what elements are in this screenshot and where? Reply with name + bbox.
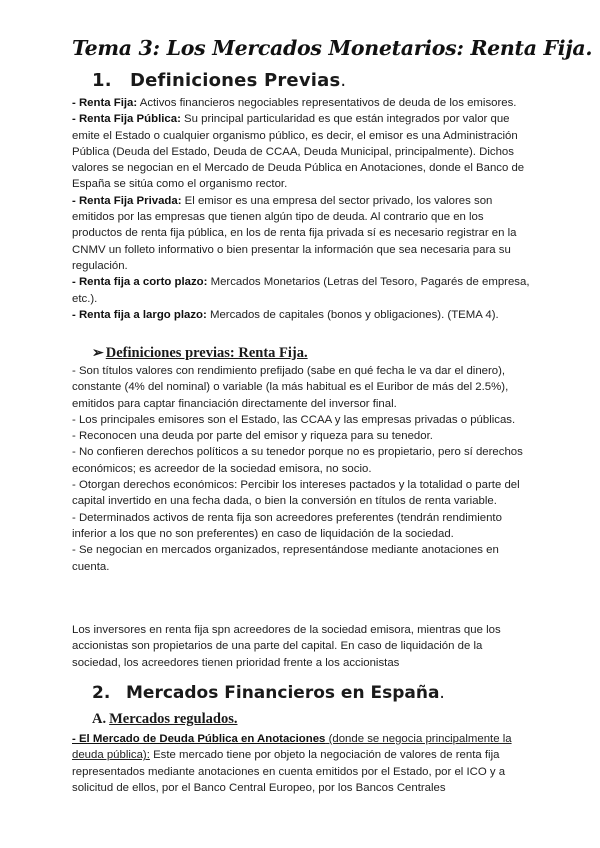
definition-text: Mercados de capitales (bonos y obligaciones). (TEMA 4). [206,308,499,321]
definition-largo-plazo [72,307,530,323]
definition-text: Mercados Monetarios (Letras del Tesoro, Pagarés de empresa, etc.). [72,276,530,305]
definitions-block [72,95,530,323]
list-item: - Los principales emisores son el Estado, las CCAA y las empresas privadas o públicas. [72,413,516,426]
section-2-number: 2. [92,683,111,703]
document-title: Tema 3: Los Mercados Monetarios: Renta Fija. [72,36,593,60]
list-item: - Se negocian en mercados organizados, representándose mediante anotaciones en cuenta. [72,544,499,573]
definition-term: - Renta fija a corto plazo: [72,276,208,289]
section-1-number: 1. [92,70,112,91]
definition-renta-fija-publica [72,111,530,192]
definition-term: - Renta fija a largo plazo: [72,308,207,321]
section-2-heading [92,683,445,703]
list-item: - Son títulos valores con rendimiento prefijado (sabe en qué fecha le va dar el dinero), constante (4% del nominal) o variable (la más habitual es el Euribor de más del 2.5%), emitidos para captar financiación directamente del inversor final. [72,365,509,410]
section-1-heading [92,70,346,91]
definition-term: - Renta Fija: [72,97,138,109]
item-text: Este mercado tiene por objeto la negociación de valores de renta fija representados mediante anotaciones en cuenta emitidos por el Estado, por el ICO y a solicitud de ellos, por el Banco Central Europeo, por los Bancos Centrales [72,749,506,794]
section-2-title: Mercados Financieros en España [126,683,440,703]
definition-text: El emisor es una empresa del sector privado, los valores son emitidos por las empresas que tienen algún tipo de deuda. Al contrario que en los productos de renta fija pública, en los de renta fija privada sí es necesario registrar en la CNMV un folleto informativo o bien presentar la información que sea necesaria para su regulación. [72,194,517,272]
list-item: - Determinados activos de renta fija son acreedores preferentes (tendrán rendimiento inferior a los que no son preferentes) en caso de liquidación de la sociedad. [72,511,502,540]
item-parenthetical: (donde se negocia principalmente la deuda pública): [72,733,512,762]
definition-text: Activos financieros negociables representativos de deuda de los emisores. [137,97,517,109]
list-item: - Reconocen una deuda por parte del emisor y riqueza para su tenedor. [72,430,433,443]
subsection-a-heading [92,711,237,728]
section-1-title-end: . [340,70,347,91]
arrow-bullet-icon: ➢ [92,346,104,361]
subsection-a-letter: A. [92,711,107,727]
definition-renta-fija [72,95,530,111]
section-1-title: Definiciones Previas [130,70,341,91]
mercado-deuda-publica-item [72,731,530,796]
section-2-title-end: . [439,683,445,703]
bullets-block [72,363,530,575]
item-term: - El Mercado de Deuda Pública en Anotaciones [72,733,326,745]
subheading-text: Definiciones previas: Renta Fija. [105,345,308,361]
closing-paragraph: Los inversores en renta fija spn acreedores de la sociedad emisora, mientras que los accionistas son propietarios de una parte del capital. En caso de liquidación de la sociedad, los acreedores tienen prioridad frente a los accionistas [72,624,501,669]
definition-corto-plazo [72,274,530,307]
list-item: - No confieren derechos políticos a su tenedor porque no es propietario, pero sí derechos económicos; es acreedor de la sociedad emisora, no socio. [72,446,523,475]
definition-text: Su principal particularidad es que están integrados por valor que emite el Estado o cualquier organismo público, es decir, el emisor es una Administración Pública (Deuda del Estado, Deuda de CCAA, Deuda Municipal, principalmente). Dichos valores se negocian en el Mercado de Deuda Pública en Anotaciones, donde el Banco de España se sitúa como el organismo rector. [72,113,525,191]
definition-term: - Renta Fija Privada: [72,194,182,207]
list-item: - Otorgan derechos económicos: Percibir los intereses pactados y la totalidad o parte del capital invertido en una fecha dada, o bien la conversión en títulos de renta variable. [72,479,520,508]
definition-renta-fija-privada [72,193,530,274]
subheading-definiciones-previas [92,345,308,362]
definition-term: - Renta Fija Pública: [72,113,181,126]
subsection-a-title: Mercados regulados. [109,711,238,727]
